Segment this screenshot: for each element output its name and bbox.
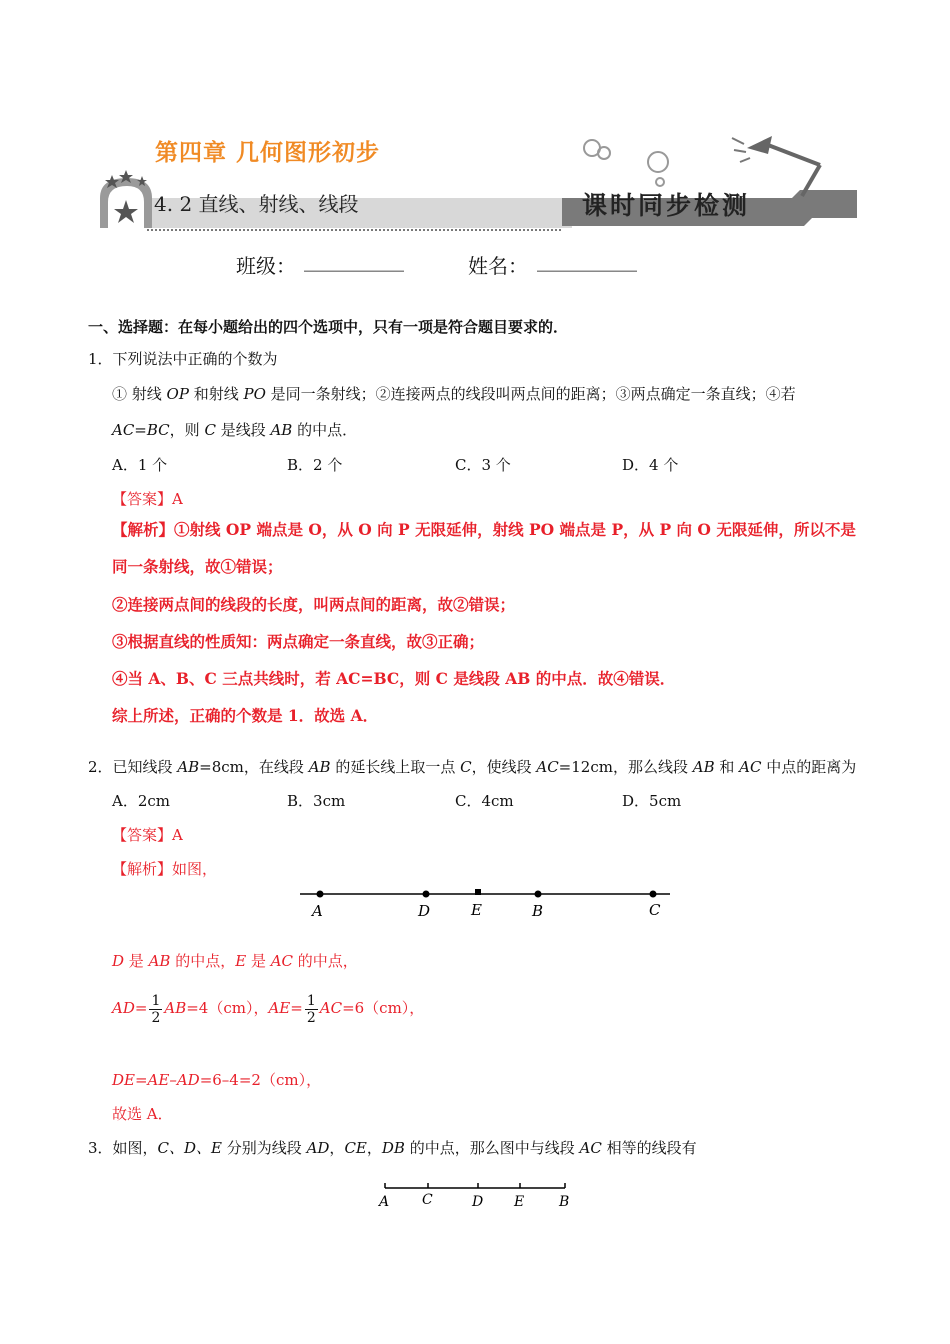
q1-s2: 和射线 (188, 385, 244, 403)
q2-label-b: B (532, 902, 544, 920)
q3-p4: ， (366, 1139, 382, 1157)
q2-m5: E (235, 952, 247, 970)
q2-ac2: AC (739, 758, 762, 776)
name-blank[interactable]: __________ (537, 248, 637, 272)
q3-ce: CE (344, 1139, 367, 1157)
q3-label-d: D (472, 1194, 484, 1210)
q2-option-d[interactable]: D．5cm (622, 792, 682, 810)
q3-db: DB (381, 1139, 405, 1157)
q2-label-a: A (312, 902, 323, 920)
q2-label-c: C (649, 901, 661, 919)
q1-ab: AB (270, 421, 293, 439)
q2-explanation-intro: 【解析】如图， (112, 860, 218, 878)
q1-explanation-5: ④当 A、B、C 三点共线时，若 AC=BC，则 C 是线段 AB 的中点．故④错误． (112, 669, 676, 688)
q2-point-a (317, 891, 324, 898)
q2-frac-2-den: 2 (306, 1009, 316, 1026)
q1-s5: 是线段 (215, 421, 271, 439)
q2-calc-ad-ae (112, 986, 424, 1030)
q2-option-c[interactable]: C．4cm (455, 792, 514, 810)
q2-option-a[interactable]: A．2cm (112, 792, 171, 810)
q2-c: C (460, 758, 472, 776)
sync-test-tag: 课时同步检测 (582, 191, 751, 220)
q2-frac-1-den: 2 (151, 1009, 161, 1026)
q2-p4: ，使线段 (471, 758, 537, 776)
q2-frac-2 (305, 993, 318, 1026)
q3-label-a: A (379, 1194, 390, 1210)
q2-ae-rest: AC (319, 999, 343, 1017)
q2-p2: =8cm，在线段 (199, 758, 309, 776)
q2-conclusion: 故选 A． (112, 1105, 173, 1123)
q2-frac-2-num: 1 (306, 992, 316, 1009)
class-label: 班级： (236, 254, 296, 278)
q2-frac-1 (149, 993, 162, 1026)
q1-statements-line2 (112, 420, 357, 440)
q2-answer: 【答案】A (112, 826, 183, 844)
section1-title: 一、选择题：在每小题给出的四个选项中，只有一项是符合题目要求的． (88, 318, 569, 336)
q3-ac: AC (579, 1139, 602, 1157)
q2-point-c (650, 891, 657, 898)
q3-label-e: E (514, 1194, 525, 1210)
q3-p3: ， (329, 1139, 345, 1157)
q1-s4: ，则 (169, 421, 205, 439)
q1-stem: 1．下列说法中正确的个数为 (88, 350, 278, 368)
q2-m3: AB (148, 952, 171, 970)
q1-option-d[interactable]: D．4 个 (622, 456, 679, 474)
q2-ad-val: =4（cm）， (186, 999, 269, 1017)
q2-point-d (423, 891, 430, 898)
q2-ab: AB (177, 758, 200, 776)
q1-option-a[interactable]: A．1 个 (112, 456, 168, 474)
q2-ac: AC (536, 758, 559, 776)
q1-s3: 是同一条射线；②连接两点的线段叫两点间的距离；③两点确定一条直线；④若 (265, 385, 796, 403)
q3-cde: C、D、E (157, 1139, 223, 1157)
q3-figure (375, 1180, 575, 1212)
q1-option-c[interactable]: C．3 个 (455, 456, 511, 474)
q3-p5: 的中点，那么图中与线段 (404, 1139, 580, 1157)
q2-option-b[interactable]: B．3cm (287, 792, 346, 810)
q2-ae-val: =6（cm）， (342, 999, 425, 1017)
q2-calc-de (112, 1070, 321, 1090)
q1-s6: 的中点． (292, 421, 358, 439)
section-title: 4. 2 直线、射线、线段 (154, 192, 359, 216)
q1-op: OP (166, 385, 189, 403)
q1-option-b[interactable]: B．2 个 (287, 456, 343, 474)
q3-p2: 分别为线段 (222, 1139, 307, 1157)
q2-m2: 是 (124, 952, 149, 970)
q2-m4: 的中点， (170, 952, 236, 970)
q2-de-val: =6–4=2（cm）， (199, 1071, 322, 1089)
q3-label-c: C (422, 1192, 433, 1208)
q2-p1: 2．已知线段 (88, 758, 178, 776)
q2-point-e (475, 889, 481, 895)
q2-ad-rest: AB (164, 999, 187, 1017)
q1-answer: 【答案】A (112, 490, 183, 508)
q1-explanation-3: ②连接两点间的线段的长度，叫两点间的距离，故②错误； (112, 595, 516, 614)
q1-po: PO (243, 385, 266, 403)
q2-m8: 的中点， (293, 952, 358, 970)
q2-frac-1-num: 1 (151, 992, 161, 1009)
q3-label-b: B (559, 1194, 570, 1210)
q1-explanation-4: ③根据直线的性质知：两点确定一条直线，故③正确； (112, 632, 485, 651)
q2-p3: 的延长线上取一点 (330, 758, 461, 776)
q2-m1: D (112, 952, 125, 970)
name-label: 姓名： (468, 254, 528, 278)
q2-figure (300, 882, 680, 922)
q1-explanation-1: 【解析】①射线 OP 端点是 O，从 O 向 P 无限延伸，射线 PO 端点是 P，从 P 向 O 无限延伸，所以不是 (112, 520, 856, 539)
q2-p6: 和 (714, 758, 740, 776)
q2-ab2: AB (308, 758, 331, 776)
q2-ad: AD= (112, 999, 148, 1017)
chapter-title: 第四章 几何图形初步 (155, 139, 381, 166)
q3-p1: 3．如图， (88, 1139, 158, 1157)
q2-m6: 是 (246, 952, 271, 970)
q2-ab3: AB (692, 758, 715, 776)
q2-label-e: E (471, 901, 482, 919)
q2-p7: 中点的距离为 (761, 758, 857, 776)
q2-label-d: D (418, 902, 431, 920)
q3-ad: AD (306, 1139, 330, 1157)
q1-c: C (204, 421, 216, 439)
q2-p5: =12cm，那么线段 (558, 758, 693, 776)
q1-statements-line1 (112, 384, 796, 404)
q1-acbc: AC=BC (112, 421, 170, 439)
q1-explanation-2: 同一条射线，故①错误； (112, 557, 283, 576)
q2-midpoints (112, 951, 358, 971)
q1-explanation-6: 综上所述，正确的个数是 1．故选 A． (112, 706, 379, 725)
q2-m7: AC (270, 952, 294, 970)
q2-point-b (535, 891, 542, 898)
q3-p6: 相等的线段有 (601, 1139, 697, 1157)
q1-s1: ① 射线 (112, 385, 167, 403)
class-blank[interactable]: __________ (304, 248, 404, 272)
q2-stem (88, 757, 856, 777)
q2-ae: AE= (268, 999, 303, 1017)
q3-stem (88, 1138, 697, 1158)
q2-de: DE=AE–AD (112, 1071, 200, 1089)
